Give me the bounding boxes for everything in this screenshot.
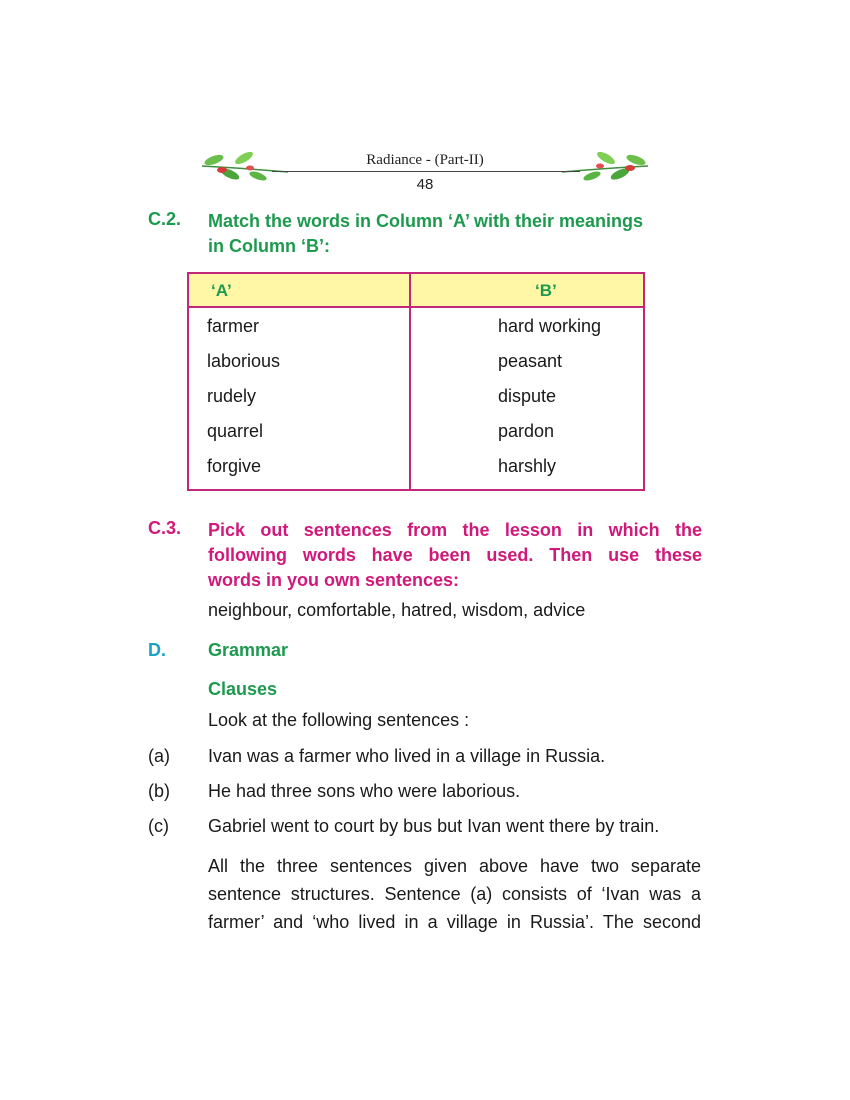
column-b-header: ‘B’ [535, 281, 557, 300]
paragraph-line: sentence structures. Sentence (a) consists of ‘Ivan was a [208, 884, 701, 904]
section-c3-number: C.3. [148, 518, 182, 538]
column-a-item: farmer [207, 316, 260, 336]
table-column-divider [409, 274, 411, 489]
explanation-paragraph [208, 852, 701, 936]
column-b-item: hard working [498, 316, 602, 336]
example-sentence: Ivan was a farmer who lived in a village in Russia. [208, 746, 606, 766]
paragraph-line: All the three sentences given above have two separate [208, 856, 701, 876]
column-a-item: forgive [207, 456, 262, 476]
example-label: (b) [148, 781, 170, 801]
table-header-row [189, 274, 643, 308]
column-a-item: rudely [207, 386, 257, 406]
section-d-number: D. [148, 640, 166, 660]
section-d-subtitle: Clauses [208, 679, 278, 699]
column-a-item: quarrel [207, 421, 264, 441]
column-b-item: pardon [498, 421, 555, 441]
column-b-item: peasant [498, 351, 563, 371]
grammar-intro: Look at the following sentences : [208, 710, 470, 730]
c3-word-list: neighbour, comfortable, hatred, wisdom, advice [208, 600, 586, 620]
matching-table [187, 272, 645, 491]
example-sentence: Gabriel went to court by bus but Ivan went there by train. [208, 816, 660, 836]
column-a-header: ‘A’ [211, 281, 232, 300]
page-number: 48 [416, 176, 434, 193]
section-c2-heading [208, 209, 702, 259]
section-d-title: Grammar [208, 640, 289, 660]
column-b-item: dispute [498, 386, 557, 406]
section-c2-number: C.2. [148, 209, 182, 229]
running-header-title: Radiance - (Part-II) [366, 152, 484, 168]
section-c2-heading-line2: in Column ‘B’: [208, 236, 330, 256]
section-c3-heading-line2: following words have been used. Then use these [208, 545, 702, 565]
header-rule [272, 171, 580, 172]
column-b-item: harshly [498, 456, 557, 476]
column-a-item: laborious [207, 351, 281, 371]
paragraph-line: farmer’ and ‘who lived in a village in Russia’. The second [208, 912, 701, 932]
section-c3-heading-line1: Pick out sentences from the lesson in which the [208, 520, 702, 540]
example-label: (a) [148, 746, 170, 766]
example-sentence: He had three sons who were laborious. [208, 781, 521, 801]
section-c2-heading-line1: Match the words in Column ‘A’ with their meanings [208, 211, 644, 231]
example-label: (c) [148, 816, 169, 836]
section-c3-heading-line3: words in you own sentences: [208, 570, 460, 590]
section-c3-heading [208, 518, 702, 593]
